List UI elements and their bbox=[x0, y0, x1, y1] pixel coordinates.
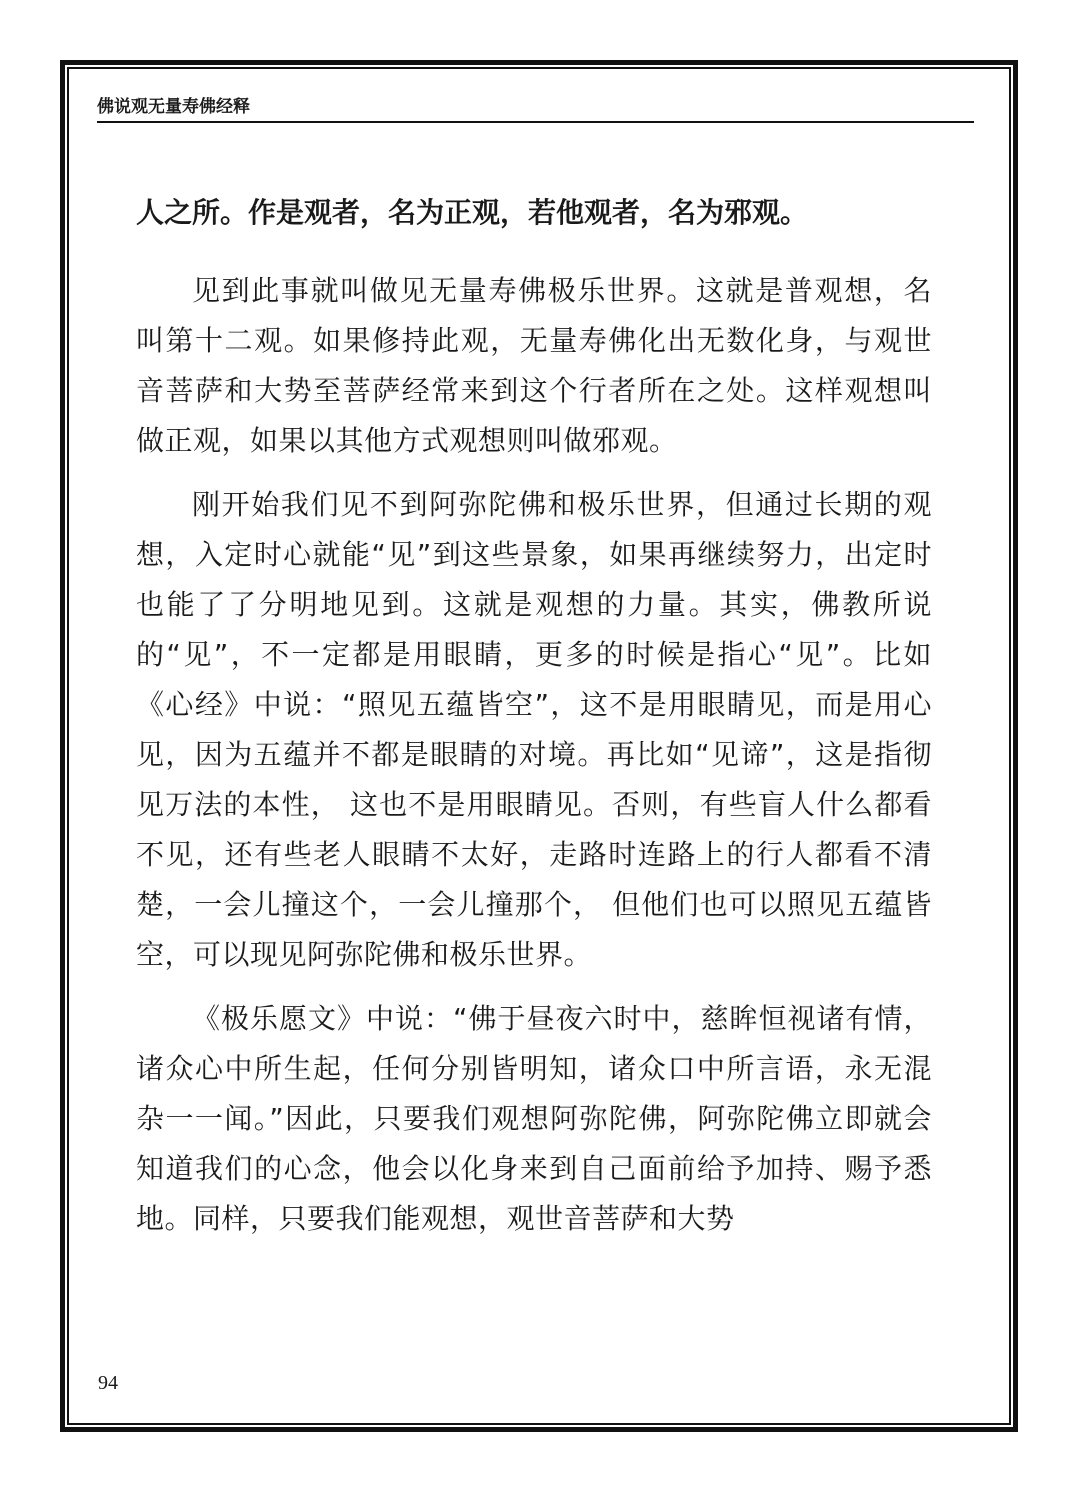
header-rule bbox=[97, 121, 974, 123]
paragraph-2: 刚开始我们见不到阿弥陀佛和极乐世界，但通过长期的观想，入定时心就能“见”到这些景象，如果再继续努力，出定时也能了了分明地见到。这就是观想的力量。其实，佛教所说的“见”，不一定都是用眼睛，更多的时候是指心“见”。比如《心经》中说：“照见五蕴皆空”，这不是用眼睛见，而是用心见，因为五蕴并不都是眼睛的对境。再比如“见谛”，这是指彻见万法的本性， 这也不是用眼睛见。否则，有些盲人什么都看不见，还有些老人眼睛不太好，走路时连路上的行人都看不清楚，一会儿撞这个，一会儿撞那个， 但他们也可以照见五蕴皆空，可以现见阿弥陀佛和极乐世界。 bbox=[136, 488, 932, 971]
scripture-quote: 人之所。作是观者，名为正观，若他观者，名为邪观。 bbox=[136, 196, 809, 229]
paragraph-3: 《极乐愿文》中说：“佛于昼夜六时中，慈眸恒视诸有情，诸众心中所生起，任何分别皆明知，诸众口中所言语，永无混杂一一闻。”因此，只要我们观想阿弥陀佛，阿弥陀佛立即就会知道我们的心念，他会以化身来到自己面前给予加持、赐予悉地。同样，只要我们能观想，观世音菩萨和大势 bbox=[136, 1002, 932, 1235]
paragraph-1: 见到此事就叫做见无量寿佛极乐世界。这就是普观想，名叫第十二观。如果修持此观，无量寿佛化出无数化身，与观世音菩萨和大势至菩萨经常来到这个行者所在之处。这样观想叫做正观，如果以其他方式观想则叫做邪观。 bbox=[136, 274, 932, 457]
page-number: 94 bbox=[98, 1372, 118, 1394]
running-header-title: 佛说观无量寿佛经释 bbox=[97, 97, 250, 117]
commentary-body bbox=[136, 266, 932, 1258]
